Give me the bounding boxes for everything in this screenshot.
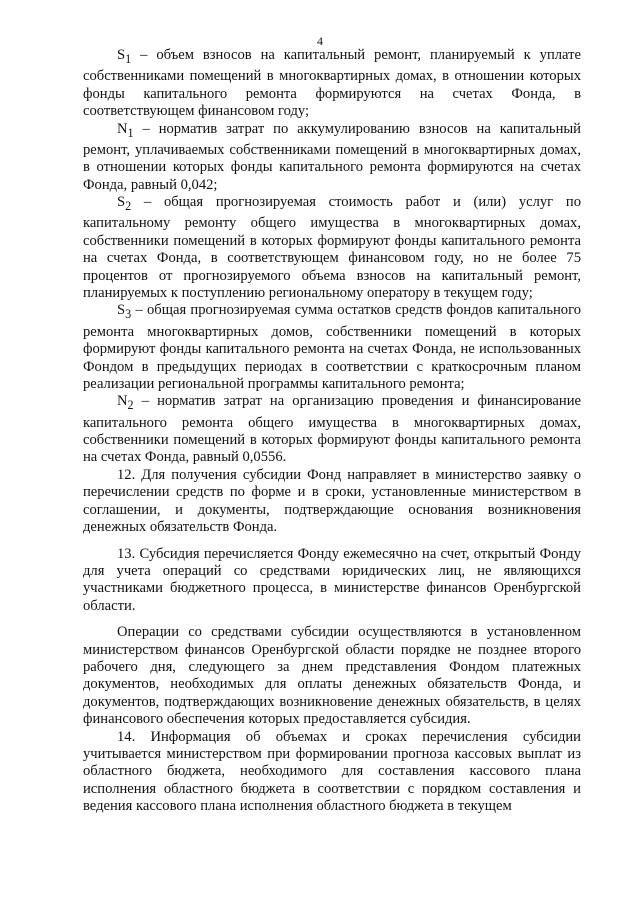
formula-subscript: 2	[127, 398, 134, 413]
paragraph-item-13: 13. Субсидия перечисляется Фонду ежемесячно на счет, открытый Фонду для учета операций со средствами юридических лиц, не являющихся участниками бюджетного процесса, в министерстве финансов Оренбургской области.	[83, 545, 581, 614]
paragraph-text: – общая прогнозируемая стоимость работ и (или) услуг по капитальному ремонту общего имущества в многоквартирных домах, собственники помещений в которых формируют фонды капитального ремонта на счетах Фонда, в соответствующем финансовом году, но не более 75 процентов от прогнозируемого объема взносов на капитальный ремонт, планируемых к поступлению региональному оператору в текущем году;	[83, 194, 581, 301]
paragraph-s2-definition	[83, 194, 581, 302]
paragraph-text: – норматив затрат на организацию проведения и финансирование капитального ремонта общего имущества в многоквартирных домах, собственники помещений в которых формируют фонды капитального ремонта на счетах Фонда, равный 0,0556.	[83, 393, 581, 466]
formula-term: S	[117, 194, 126, 211]
paragraph-subsidy-operations: Операции со средствами субсидии осуществляются в установленном министерством финансов Оренбургской области порядке не позднее второго рабочего дня, следующего за днем представления Фондом платежных документов, необходимых для оплаты денежных обязательств Фонда, и документов, подтверждающих возникновение денежных обязательств, в целях финансового обеспечения которых предоставляется субсидия.	[83, 624, 581, 728]
paragraph-n1-definition	[83, 121, 581, 195]
formula-subscript: 1	[125, 51, 132, 66]
paragraph-item-12: 12. Для получения субсидии Фонд направляет в министерство заявку о перечислении средств по форме и в сроки, установленные министерством в соглашении, и документы, подтверждающие основания возникновения денежных обязательств Фонда.	[83, 466, 581, 536]
formula-term: S	[117, 47, 126, 63]
paragraph-text: – объем взносов на капитальный ремонт, планируемый к уплате собственниками помещений в многоквартирных домах, в отношении которых фонды капитального ремонта формируются на счетах Фонда, в соответствующем финансовом году;	[83, 47, 581, 120]
formula-term: N	[117, 120, 128, 137]
page-number: 4	[317, 34, 323, 48]
paragraph-s3-definition	[83, 302, 581, 393]
formula-term: N	[117, 393, 128, 410]
formula-term: S	[117, 302, 126, 319]
formula-subscript: 1	[127, 125, 134, 140]
paragraph-s1-definition	[83, 47, 581, 121]
formula-subscript: 3	[125, 307, 132, 322]
paragraph-text: – норматив затрат по аккумулированию взносов на капитальный ремонт, уплачиваемых собственниками помещений в многоквартирных домах, в отношении которых фонды капитального ремонта формируются на счетах Фонда, равный 0,042;	[83, 120, 581, 193]
paragraph-n2-definition	[83, 393, 581, 467]
paragraph-item-14: 14. Информация об объемах и сроках перечисления субсидии учитывается министерством при формировании прогноза кассовых выплат из областного бюджета, необходимого для составления кассового плана исполнения областного бюджета в соответствии с порядком составления и ведения кассового плана исполнения областного бюджета в текущем	[83, 728, 581, 815]
paragraph-text: – общая прогнозируемая сумма остатков средств фондов капитального ремонта многоквартирных домов, собственники помещений в которых формируют фонды капитального ремонта на счетах Фонда, не использованных Фондом в предыдущих периодах в соответствии с краткосрочным планом реализации региональной программы капитального ремонта;	[83, 302, 581, 392]
document-body	[83, 47, 581, 816]
formula-subscript: 2	[125, 198, 132, 213]
